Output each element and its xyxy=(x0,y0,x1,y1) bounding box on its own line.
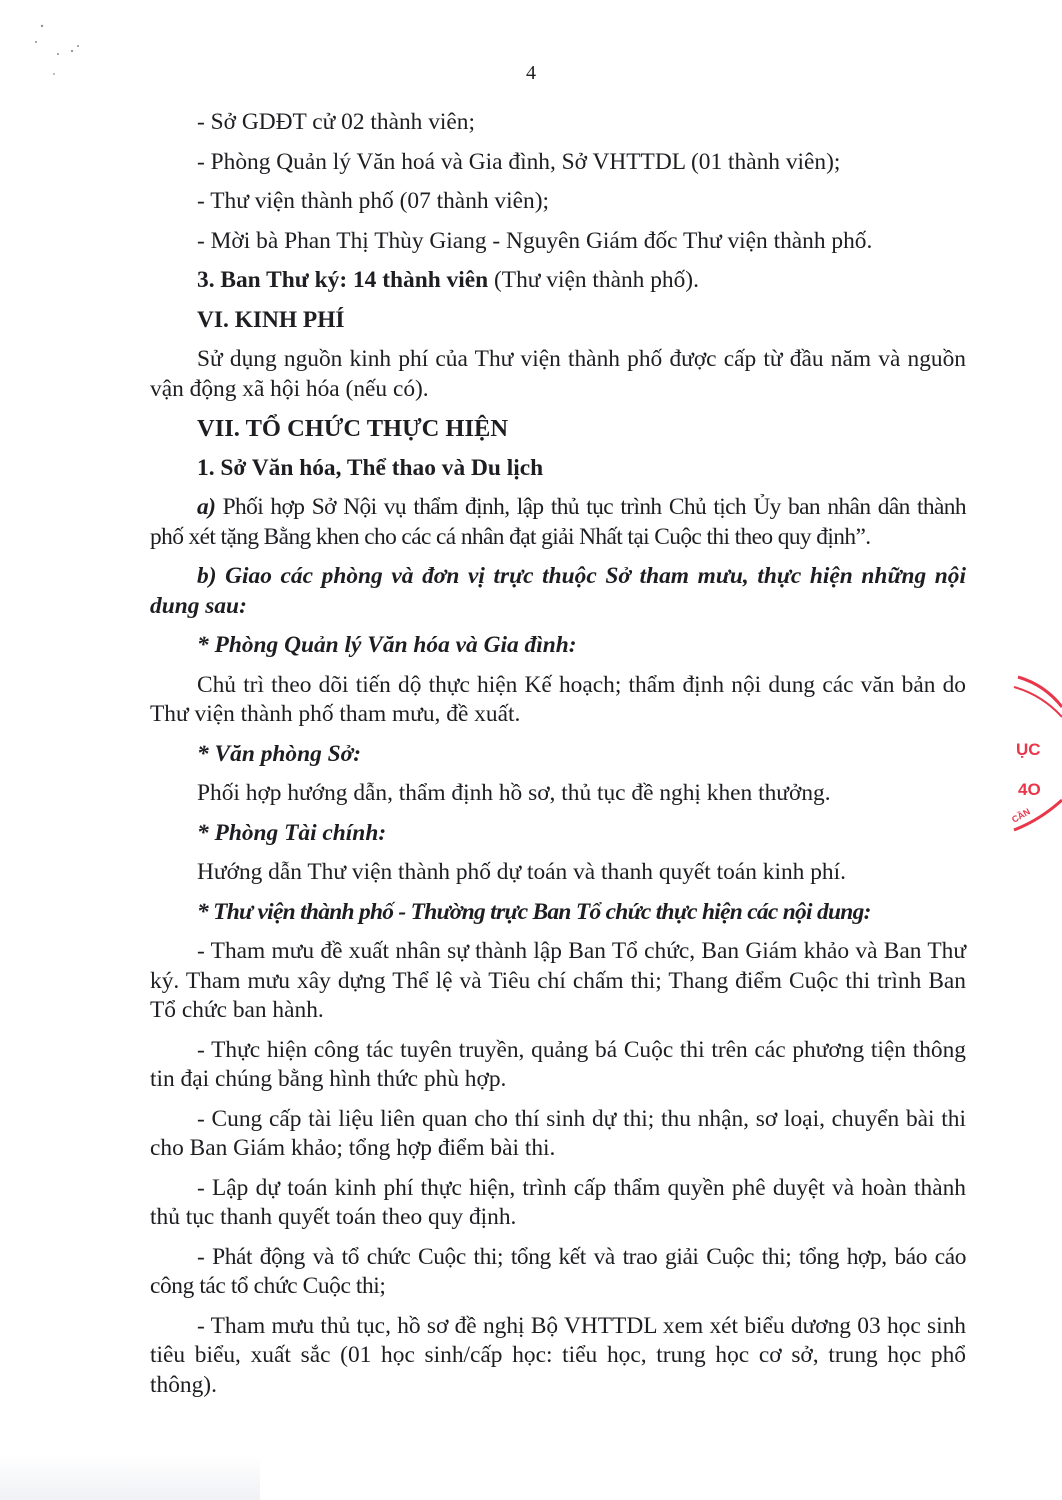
library-title: * Thư viện thành phố - Thường trực Ban Tổ chức thực hiện các nội dung: xyxy=(197,898,871,925)
section-heading-implementation: VII. TỔ CHỨC THỰC HIỆN xyxy=(197,415,509,442)
item-a-text: Phối hợp Sở Nội vụ thẩm định, lập thủ tục trình Chủ tịch Ủy ban nhân dân thành phố xét tặng Bằng khen cho các cá nhân đạt giải Nhất tại Cuộc thi theo quy định”. xyxy=(150,494,966,550)
funding-paragraph: Sử dụng nguồn kinh phí của Thư viện thành phố được cấp từ đầu năm và nguồn vận động xã hội hóa (nếu có). xyxy=(150,346,966,402)
member-item: - Sở GDĐT cử 02 thành viên; xyxy=(197,109,475,135)
member-item: - Phòng Quản lý Văn hoá và Gia đình, Sở VHTTDL (01 thành viên); xyxy=(197,148,841,175)
svg-text:ỤC: ỤC xyxy=(1016,740,1041,759)
library-task: - Tham mưu đề xuất nhân sự thành lập Ban Tổ chức, Ban Giám khảo và Ban Thư ký. Tham mưu xây dựng Thể lệ và Tiêu chí chấm thi; Thang điểm Cuộc thi trình Ban Tổ chức ban hành. xyxy=(150,938,966,1023)
secretariat-line xyxy=(197,266,966,296)
unit-body-culture-family: Chủ trì theo dõi tiến dộ thực hiện Kế hoạch; thẩm định nội dung các văn bản do Thư viện thành phố tham mưu, đề xuất. xyxy=(150,671,966,727)
svg-text:CẦN: CẦN xyxy=(1010,806,1032,825)
secretariat-label: 3. Ban Thư ký: 14 thành viên xyxy=(197,267,489,293)
unit-body-finance: Hướng dẫn Thư viện thành phố dự toán và thanh quyết toán kinh phí. xyxy=(197,859,846,885)
unit-title-finance: * Phòng Tài chính: xyxy=(197,819,387,846)
library-task: - Thực hiện công tác tuyên truyền, quảng bá Cuộc thi trên các phương tiện thông tin đại chúng bằng hình thức phù hợp. xyxy=(150,1036,966,1092)
unit-body-office: Phối hợp hướng dẫn, thẩm định hồ sơ, thủ tục đề nghị khen thưởng. xyxy=(197,780,831,806)
member-item: - Thư viện thành phố (07 thành viên); xyxy=(197,188,549,214)
page-number: 4 xyxy=(526,62,536,84)
section-heading-funding: VI. KINH PHÍ xyxy=(197,306,345,333)
document-body xyxy=(150,108,966,1400)
library-task: - Cung cấp tài liệu liên quan cho thí sinh dự thi; thu nhận, sơ loại, chuyển bài thi cho Ban Giám khảo; tổng hợp điểm bài thi. xyxy=(150,1105,966,1161)
library-task: - Lập dự toán kinh phí thực hiện, trình cấp thẩm quyền phê duyệt và hoàn thành thủ tục thanh quyết toán theo quy định. xyxy=(150,1174,966,1230)
svg-text:4O: 4O xyxy=(1018,780,1041,799)
secretariat-note: (Thư viện thành phố). xyxy=(488,267,699,293)
item-a-paragraph xyxy=(150,493,966,552)
item-a-label: a) xyxy=(197,494,216,520)
subsection-heading-department: 1. Sở Văn hóa, Thể thao và Du lịch xyxy=(197,454,544,481)
unit-title-culture-family: * Phòng Quản lý Văn hóa và Gia đình: xyxy=(197,632,577,658)
red-seal-stamp-icon xyxy=(1000,655,1062,855)
library-task: - Phát động và tổ chức Cuộc thi; tổng kết và trao giải Cuộc thi; tổng hợp, báo cáo công tác tổ chức Cuộc thi; xyxy=(150,1243,966,1299)
item-b-paragraph: b) Giao các phòng và đơn vị trực thuộc Sở tham mưu, thực hiện những nội dung sau: xyxy=(150,563,966,619)
library-task: - Tham mưu thủ tục, hồ sơ đề nghị Bộ VHTTDL xem xét biểu dương 03 học sinh tiêu biểu, xuất sắc (01 học sinh/cấp học: tiểu học, trung học cơ sở, trung học phổ thông). xyxy=(150,1312,966,1398)
unit-title-office: * Văn phòng Sở: xyxy=(197,740,361,767)
member-item: - Mời bà Phan Thị Thùy Giang - Nguyên Giám đốc Thư viện thành phố. xyxy=(197,227,873,254)
scan-smudge xyxy=(0,1455,260,1500)
